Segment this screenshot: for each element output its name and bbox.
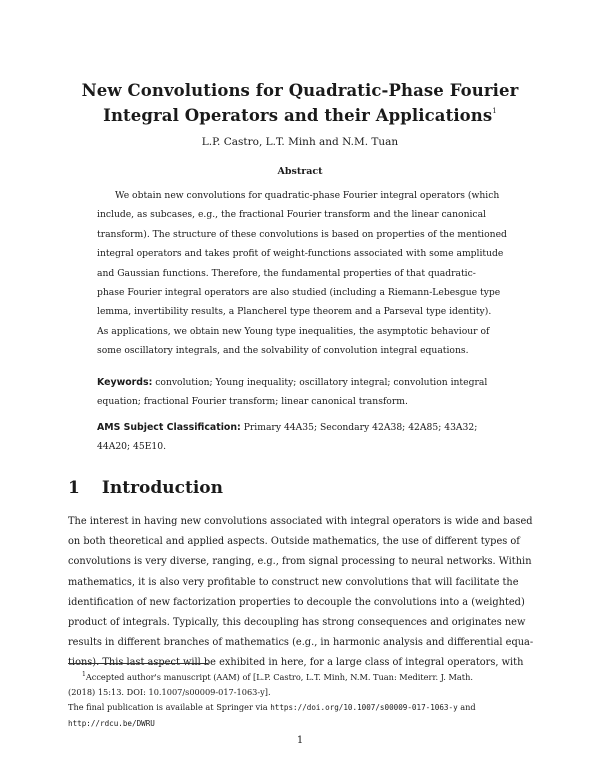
title-footnote-mark[interactable]: 1 [492, 107, 497, 115]
body-line: tions). This last aspect will be exhibited in here, for a large class of integral operators, with [68, 657, 524, 669]
body-line: The interest in having new convolutions associated with integral operators is wide and based [68, 516, 533, 527]
section-title: Introduction [101, 478, 223, 498]
title-line-2: Integral Operators and their Applications [103, 106, 493, 125]
author-list: L.P. Castro, L.T. Minh and N.M. Tuan [201, 136, 399, 148]
body-line: mathematics, it is also very profitable to construct new convolutions that will facilitate the [68, 576, 519, 588]
section-number: 1 [68, 478, 80, 498]
ams-classification-block [97, 418, 503, 457]
footnote [68, 667, 534, 731]
body-line: on both theoretical and applied aspects. Outside mathematics, the use of different types of [68, 536, 520, 548]
abstract-line: some oscillatory integrals, and the solvability of convolution integral equations. [97, 345, 469, 357]
footnote-line-3-prefix: The final publication is available at Springer via [68, 702, 271, 713]
footnote-line-3-suffix: and [457, 702, 476, 713]
abstract-line: transform). The structure of these convolutions is based on properties of the mentioned [97, 228, 507, 240]
abstract-line: As applications, we obtain new Young type inequalities, the asymptotic behaviour of [97, 325, 490, 337]
keywords-label: Keywords: [97, 377, 153, 388]
footnote-line-1: Accepted author's manuscript (AAM) of [L.P. Castro, L.T. Minh, N.M. Tuan: Mediterr. J. Math. [85, 672, 473, 682]
body-line: results in different branches of mathematics (e.g., in harmonic analysis and differential equa- [68, 637, 534, 649]
keywords-block [97, 373, 503, 412]
abstract-line: include, as subcases, e.g., the fractional Fourier transform and the linear canonical [97, 209, 486, 221]
abstract-line: lemma, invertibility results, a Plancherel type theorem and a Parseval type identity). [97, 306, 492, 318]
page-number: 1 [296, 735, 304, 746]
footnote-divider [68, 663, 208, 664]
section-heading [68, 478, 223, 498]
body-line: convolutions is very diverse, ranging, e.g., from signal processing to neural networks. Within [68, 556, 532, 568]
paper-title [60, 80, 540, 126]
ams-text: Primary 44A35; Secondary 42A38; 42A85; 43A32; 44A20; 45E10. [97, 422, 478, 453]
footnote-line [68, 700, 534, 715]
abstract-line: integral operators and takes profit of weight-functions associated with some amplitude [97, 248, 504, 260]
doi-link[interactable]: https://doi.org/10.1007/s00009-017-1063-y [270, 703, 458, 713]
body-line: product of integrals. Typically, this decoupling has strong consequences and originates new [68, 617, 526, 629]
keywords-text: convolution; Young inequality; oscillatory integral; convolution integral equation; fractional Fourier transform; linear canonical transform. [97, 377, 488, 408]
introduction-body [68, 512, 534, 674]
footnote-line [68, 667, 534, 685]
footnote-line-2: (2018) 15:13. DOI: 10.1007/s00009-017-1063-y]. [68, 687, 271, 698]
abstract-line: We obtain new convolutions for quadratic-phase Fourier integral operators (which [115, 190, 500, 201]
sharedit-link[interactable]: http://rdcu.be/DWRU [68, 718, 155, 728]
footnote-mark: 1 [82, 671, 86, 678]
body-line: identification of new factorization properties to decouple the convolutions into a (weighted) [68, 596, 525, 608]
title-line-1: New Convolutions for Quadratic-Phase Fourier [81, 81, 519, 100]
ams-label: AMS Subject Classification: [97, 422, 241, 433]
abstract-body [97, 186, 507, 361]
abstract-heading: Abstract [277, 166, 323, 177]
abstract-line: phase Fourier integral operators are also studied (including a Riemann-Lebesgue type [97, 287, 501, 299]
abstract-line: and Gaussian functions. Therefore, the fundamental properties of that quadratic- [97, 267, 476, 279]
